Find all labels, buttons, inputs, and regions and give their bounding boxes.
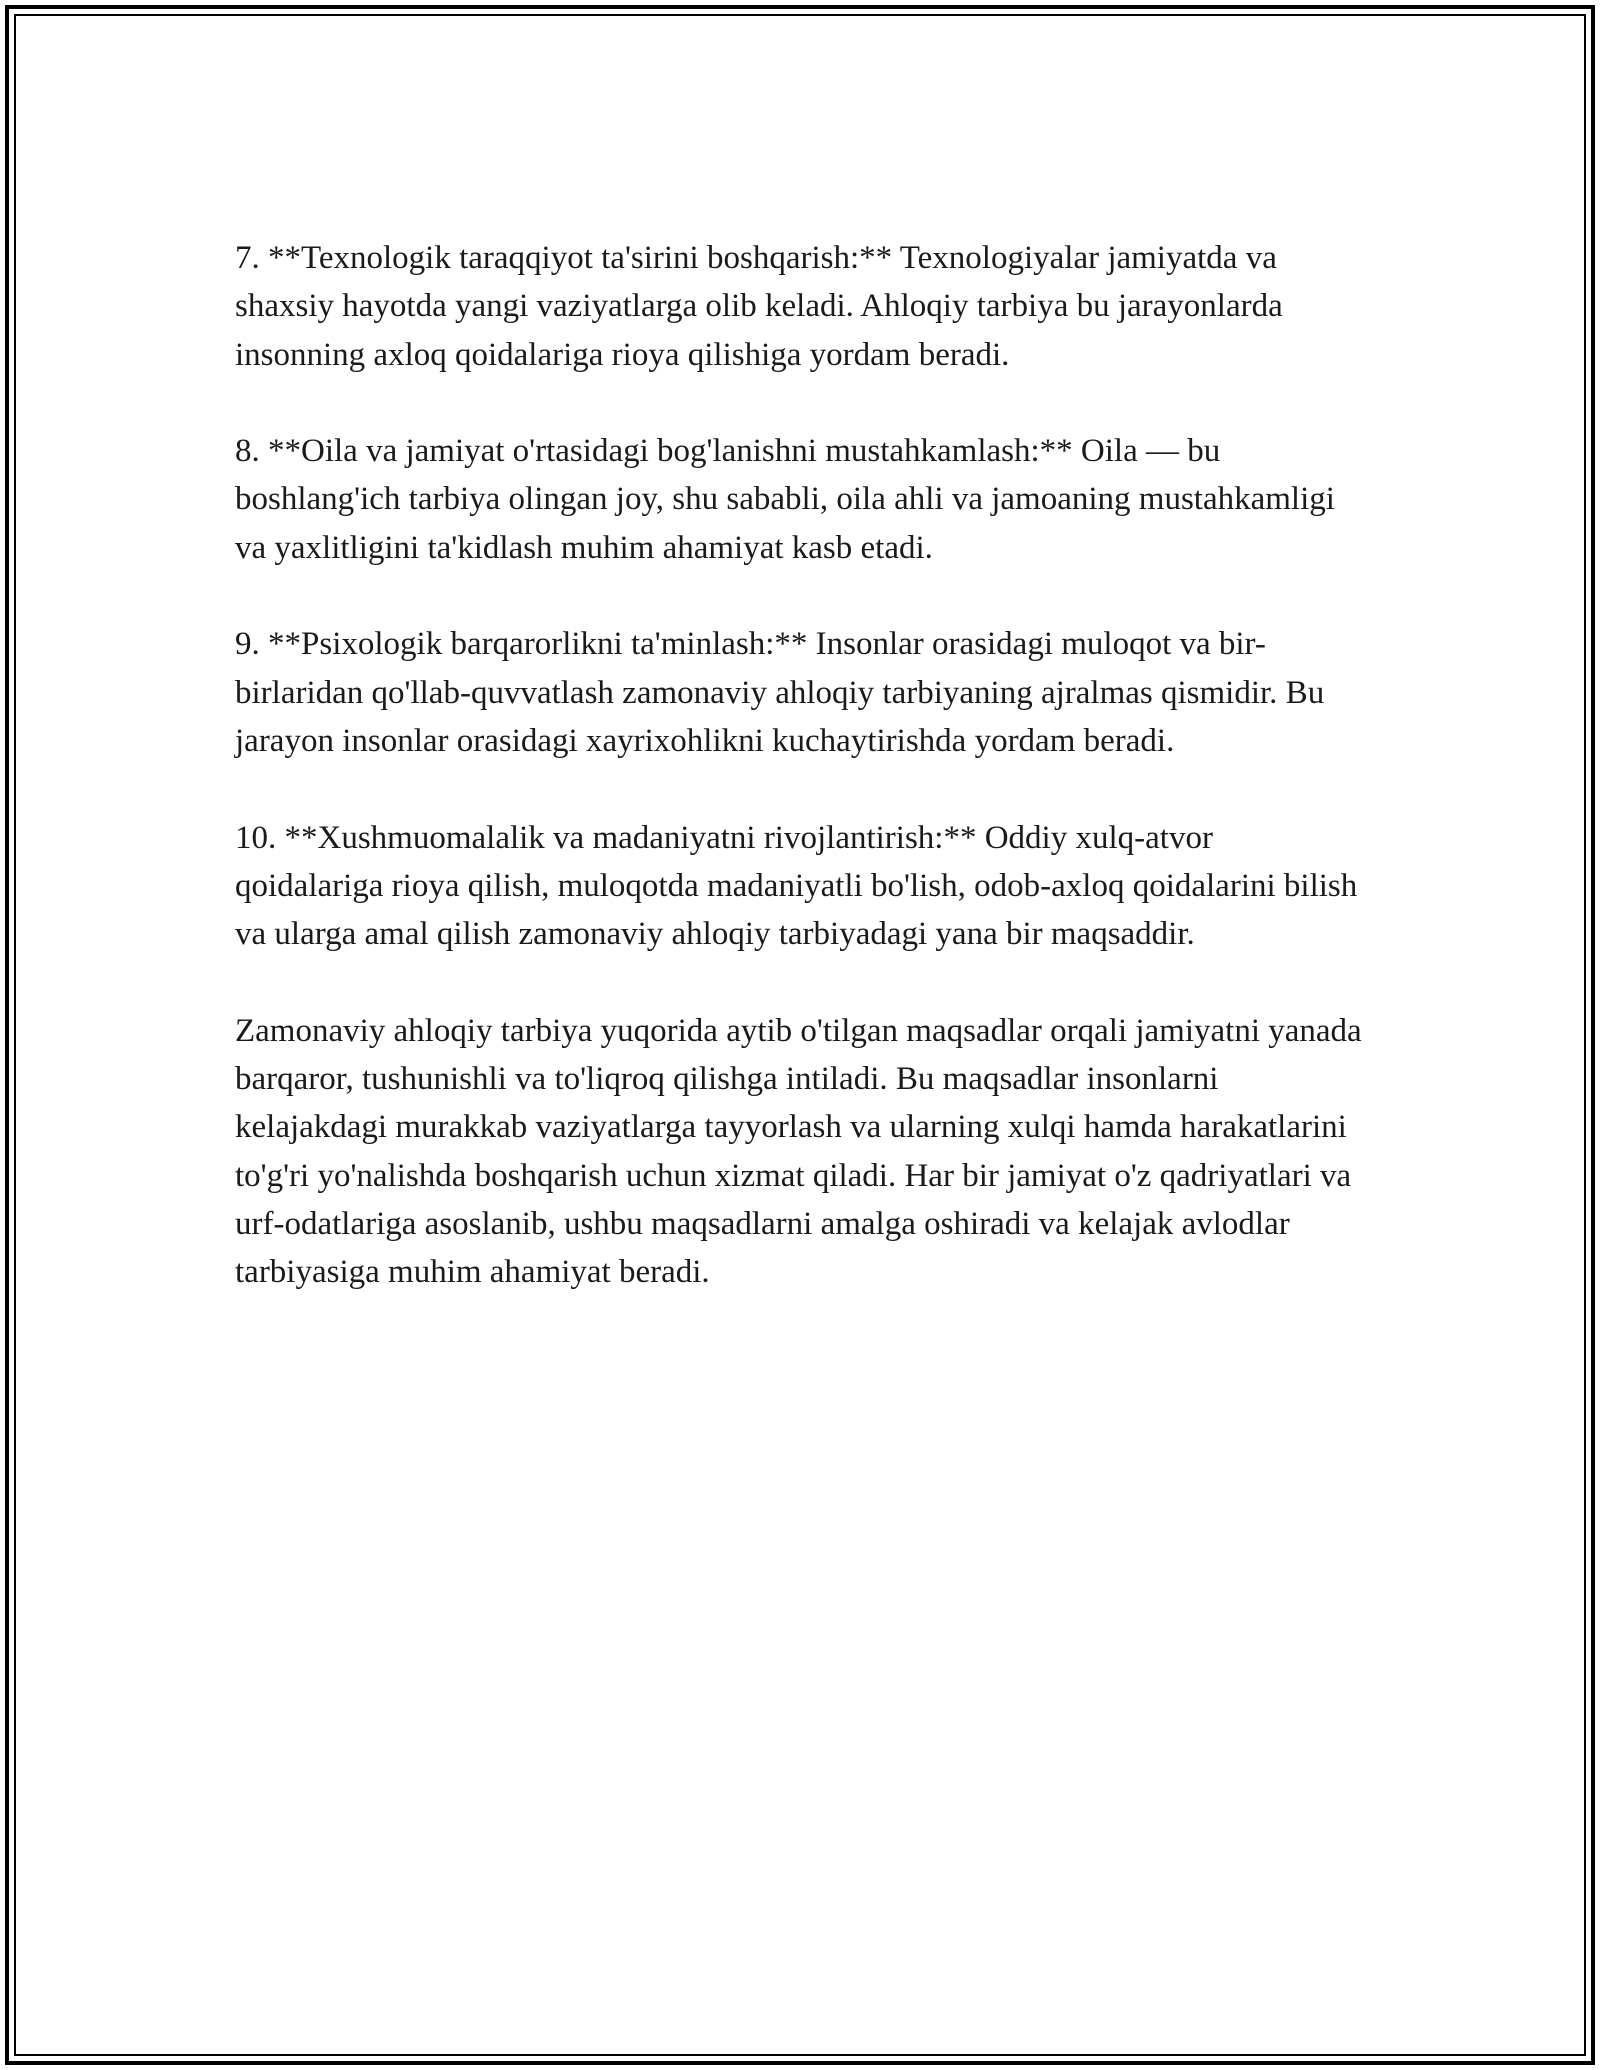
paragraph-item-10: 10. **Xushmuomalalik va madaniyatni rivojlantirish:** Oddiy xulq-atvor qoidalariga rioya qilish, muloqotda madaniyatli bo'lish, odob-axloq qoidalarini bilish va ularga amal qilish zamonaviy ahloqiy tarbiyadagi yana bir maqsaddir.: [235, 819, 1358, 953]
paragraph-item-8: 8. **Oila va jamiyat o'rtasidagi bog'lanishni mustahkamlash:** Oila — bu boshlang'ich tarbiya olingan joy, shu sababli, oila ahli va jamoaning mustahkamligi va yaxlitligini ta'kidlash muhim ahamiyat kasb etadi.: [235, 433, 1335, 566]
paragraph-item-7: 7. **Texnologik taraqqiyot ta'sirini boshqarish:** Texnologiyalar jamiyatda va shaxsiy hayotda yangi vaziyatlarga olib keladi. Ahloqiy tarbiya bu jarayonlarda insonning axloq qoidalariga rioya qilishiga yordam beradi.: [235, 240, 1283, 373]
paragraph-item-9: 9. **Psixologik barqarorlikni ta'minlash:** Insonlar orasidagi muloqot va bir-birlaridan qo'llab-quvvatlash zamonaviy ahloqiy tarbiyaning ajralmas qismidir. Bu jarayon insonlar orasidagi xayrixohlikni kuchaytirishda yordam beradi.: [235, 626, 1325, 759]
paragraph-conclusion: Zamonaviy ahloqiy tarbiya yuqorida aytib o'tilgan maqsadlar orqali jamiyatni yanada barqaror, tushunishli va to'liqroq qilishga intiladi. Bu maqsadlar insonlarni kelajakdagi murakkab vaziyatlarga tayyorlash va ularning xulqi hamda harakatlarini to'g'ri yo'nalishda boshqarish uchun xizmat qiladi. Har bir jamiyat o'z qadriyatlari va urf-odatlariga asoslanib, ushbu maqsadlarni amalga oshiradi va kelajak avlodlar tarbiyasiga muhim ahamiyat beradi.: [235, 1012, 1362, 1291]
document-body: [235, 234, 1365, 1345]
